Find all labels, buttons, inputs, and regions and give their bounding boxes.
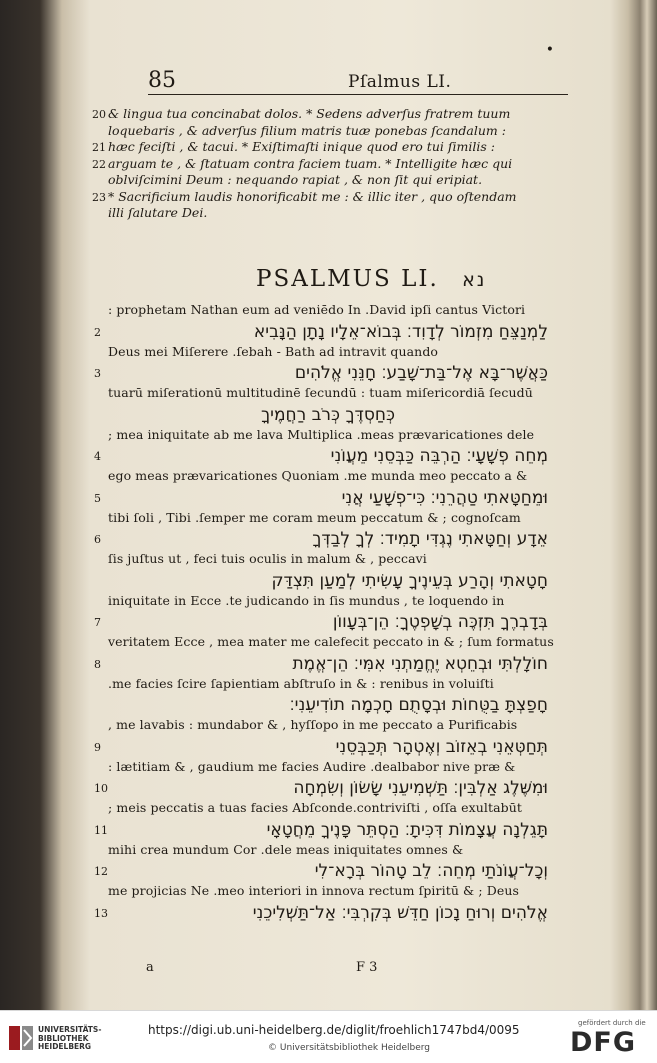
latin-gloss-line: , me lavabis : mundabor & , hyſſopo in me peccato a Purificabis [108,717,518,732]
verse-number: 6 [94,533,101,546]
library-emblem-icon [8,1025,34,1051]
latin-gloss-line: Deus mei Miſerere .ſebah - Bath ad intravit quando [108,343,439,359]
latin-gloss-line: ego meas prævaricationes Quoniam .me munda meo peccato a & [108,468,528,483]
latin-gloss-line: : lætitiam & , gaudium me facies Audire .dealbabor nive præ & [108,758,516,774]
verse-number: 5 [94,491,101,505]
verse-number: 9 [94,740,101,754]
latin-gloss-line: tuarū miſerationū multitudinē ſecundū : tuam miſericordiā ſecudū [108,385,533,400]
hebrew-line: חוֹלָלְתִּי וּבְחֵטְא יֶחֱמַתְנִי אִמִּי׃ הֵן־אֱמֶת [292,653,548,674]
latin-gloss-line: iniquitate in Ecce .te judicando in ſis mundus , te loquendo in [108,592,505,608]
verse-number: 12 [94,865,108,878]
running-title: Pſalmus LI. [348,72,452,92]
latin-gloss-line: ; mea iniquitate ab me lava Multiplica .meas prævaricationes dele [108,426,535,442]
viewer-footer [0,1010,657,1063]
verse-number: 22 [92,157,106,171]
latin-gloss-line: tibi ſoli , Tibi .ſemper me coram meum peccatum & ; cognoſcam [108,509,521,525]
verse-number: 4 [94,450,101,463]
hebrew-line: אֱלֹהִים וְרוּחַ נָכוֹן חַדֵּשׁ בְּקִרְבִּי׃ אַל־תַּשְׁלִיכֵנִי [252,902,548,923]
verse-number: 13 [94,906,108,920]
permalink-url[interactable]: https://digi.ub.uni-heidelberg.de/diglit/froehlich1747bd4/0095 [148,1023,520,1037]
page-number: 85 [148,68,176,93]
hebrew-line: חָפַצְתָּ בַטֻּחוֹת וּבְסָתֻם חָכְמָה תוֹדִיעֵנִי׃ [289,695,548,715]
verse-number: 3 [94,367,101,380]
hebrew-line: כַּאֲשֶׁר־בָּא אֶל־בַּת־שָׁבַע׃ חָנֵּנִי אֱלֹהִים [294,363,548,383]
psalm-title-latin: PSALMUS LI. [256,266,439,292]
latin-gloss-line: ; meis peccatis a tuas facies Abſconde.contriviſti , oſſa exultabūt [108,800,523,815]
latin-line: & lingua tua concinabat dolos. * Sedens adverſus fratrem tuum [108,106,511,121]
dfg-logo[interactable] [570,1019,650,1059]
latin-gloss-line: : prophetam Nathan eum ad veniēdo In .David ipſi cantus Victori [108,302,526,317]
hebrew-line: בְּדָבְרֶךָ תִּזְכֶּה בְשָׁפְטֶךָ׃ הֵן־בְּעָווֹן [332,612,548,632]
latin-gloss-line: me projicias Ne .meo interiori in innova rectum ſpiritū & ; Deus [108,883,520,898]
header-rule [148,94,568,95]
library-logo-text: UNIVERSITÄTS- BIBLIOTHEK HEIDELBERG [38,1025,102,1051]
latin-line: illi ſalutare Dei. [108,205,208,220]
hebrew-line: וּמֵחַטָּאתִי טַהֲרֵנִי׃ כִּי־פְשָׁעַי אֲנִי [341,487,548,508]
hebrew-line: אֵדָע וְחַטָּאתִי נֶגְדִּי תָמִיד׃ לְךָ לְבַדְּךָ [312,529,548,549]
hebrew-line: וְכָל־עֲוֹנֹתַי מְחֵה׃ לֵב טָהוֹר בְּרָא־לִי [314,861,548,881]
verse-number: 10 [94,782,108,795]
copyright-notice: © Universitätsbibliothek Heidelberg [268,1043,431,1053]
latin-line: loquebaris , & adverſus filium matris tuæ ponebas ſcandalum : [108,122,506,138]
verse-number: 23 [92,190,106,204]
funder-caption: gefördert durch die [578,1019,646,1027]
verse-number: 8 [94,657,101,671]
hebrew-line: מְחֵה פְשָׁעָי׃ הַרְבֵּה כַּבְּסֵנִי מֵעֲוֹנִי [330,446,548,466]
verse-number: 21 [92,141,106,154]
verse-number: 20 [92,108,106,121]
latin-line: oblviſcimini Deum : nequando rapiat , & non ſit qui eripiat. [108,172,483,187]
hebrew-line: תְּחַטְּאֵנִי בְאֵזוֹב וְאֶטְהָר תְּכַבְּסֵנִי [335,736,548,757]
latin-gloss-line: veritatem Ecce , mea mater me calefecit peccato in & ; ſum formatus [108,634,554,649]
hebrew-line: תָּגֵלְנָה עֲצָמוֹת דִּכִּיתָ׃ הַסְתֵּר פָּנֶיךָ מֵחֲטָאָי [266,819,548,840]
catchword: F 3 [356,960,378,975]
latin-line: * Sacrificium laudis honorificabit me : & illic iter , quo oſtendam [108,188,517,204]
library-logo[interactable] [8,1023,118,1053]
page-mark: • [545,42,554,58]
hebrew-line: כְּחַסְדֶּךָ כְּרֹב רַחֲמֶיךָ [261,404,395,425]
latin-gloss-line: .me facies ſcire ſapientiam abſtruſo in & : renibus in voluiſti [108,675,494,691]
latin-line: arguam te , & ſtatuam contra faciem tuam. * Intelligite hæc qui [108,155,513,171]
latin-gloss-line: mihi crea mundum Cor .dele meas iniquitates omnes & [108,841,464,857]
hebrew-line: חָטָאתִי וְהָרַע בְּעֵינֶיךָ עָשִׂיתִי לְמַעַן תִּצְדַּק [271,570,548,591]
psalm-title-hebrew: נא [462,269,487,291]
hebrew-line: לַמְנַצֵּחַ מִזְמוֹר לְדָוִד׃ בְּבוֹא־אֵלָיו נָתָן הַנָּבִיא [253,321,548,342]
hebrew-line: וּמִשֶּׁלֶג אַלְבִּין׃ תַּשְׁמִיעֵנִי שָׂשׂוֹן וְשִׂמְחָה [293,778,548,798]
verse-number: 2 [94,325,101,339]
running-header [148,42,588,98]
dfg-logo-text: DFG [570,1027,637,1058]
psalm-title [256,266,486,292]
latin-gloss-line: ſis juſtus ut , feci tuis oculis in malum & , peccavi [108,551,427,566]
signature-mark: a [146,960,154,975]
verse-number: 7 [94,616,101,629]
verse-number: 11 [94,823,108,837]
book-page [92,40,606,995]
latin-line: hæc feciſti , & tacui. * Exiſtimaſti inique quod ero tui ſimilis : [108,139,495,154]
